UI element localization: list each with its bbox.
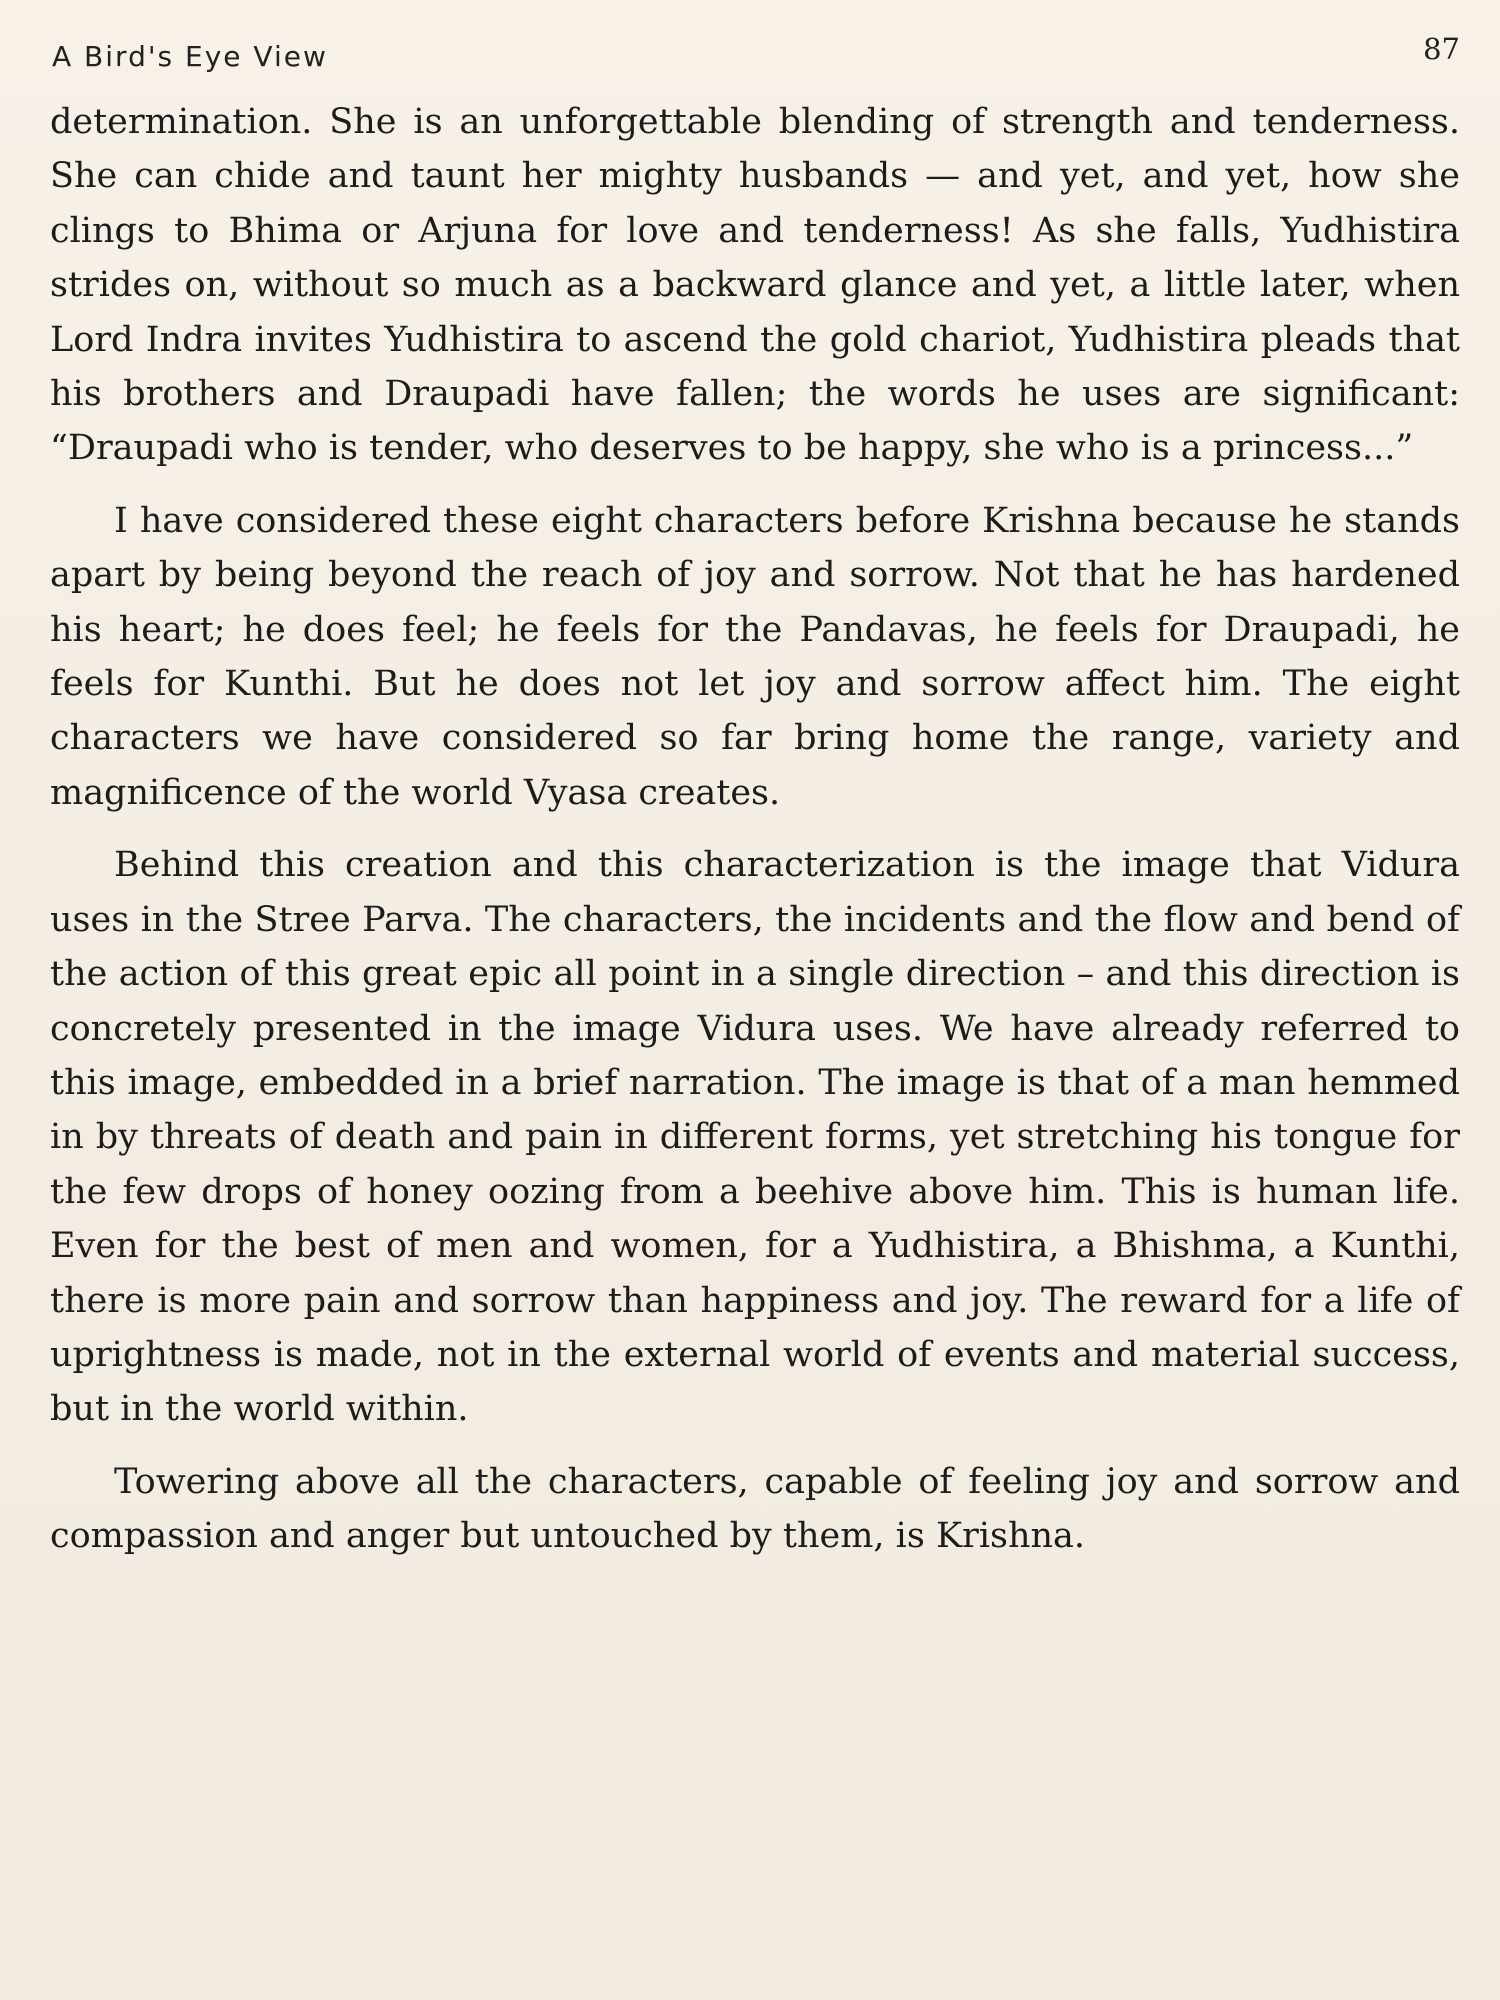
- paragraph-towering-krishna: Towering above all the characters, capable of feeling joy and sorrow and compassion and anger but untouched by them, is Krishna.: [50, 1461, 1460, 1557]
- page-number: 87: [1423, 32, 1460, 66]
- paragraph-vidura-image: Behind this creation and this characterization is the image that Vidura uses in the Stree Parva. The characters, the incidents and the flow and bend of the action of this great epic all point in a single direction – and this direction is concretely presented in the image Vidura uses. We have already referred to this image, embedded in a brief narration. The image is that of a man hemmed in by threats of death and pain in different forms, yet stretching his tongue for the few drops of honey oozing from a beehive above him. This is human life. Even for the best of men and women, for a Yudhistira, a Bhishma, a Kunthi, there is more pain and sorrow than happiness and joy. The reward for a life of uprightness is made, not in the external world of events and material success, but in the world within.: [50, 845, 1460, 1430]
- body-text: [50, 95, 1460, 1582]
- page-header: [52, 32, 1460, 80]
- paragraph-continued: determination. She is an unforgettable blending of strength and tenderness. She can chide and taunt her mighty husbands — and yet, and yet, how she clings to Bhima or Arjuna for love and tenderness! As she falls, Yudhistira strides on, without so much as a backward glance and yet, a little later, when Lord Indra invites Yudhistira to ascend the gold chariot, Yudhistira pleads that his brothers and Draupadi have fallen; the words he uses are significant: “Draupadi who is tender, who deserves to be happy, she who is a princess...”: [50, 102, 1460, 469]
- running-head: A Bird's Eye View: [52, 40, 328, 73]
- paragraph-krishna-apart: I have considered these eight characters before Krishna because he stands apart by being beyond the reach of joy and sorrow. Not that he has hardened his heart; he does feel; he feels for the Pandavas, he feels for Draupadi, he feels for Kunthi. But he does not let joy and sorrow affect him. The eight characters we have considered so far bring home the range, variety and magnificence of the world Vyasa creates.: [50, 500, 1460, 813]
